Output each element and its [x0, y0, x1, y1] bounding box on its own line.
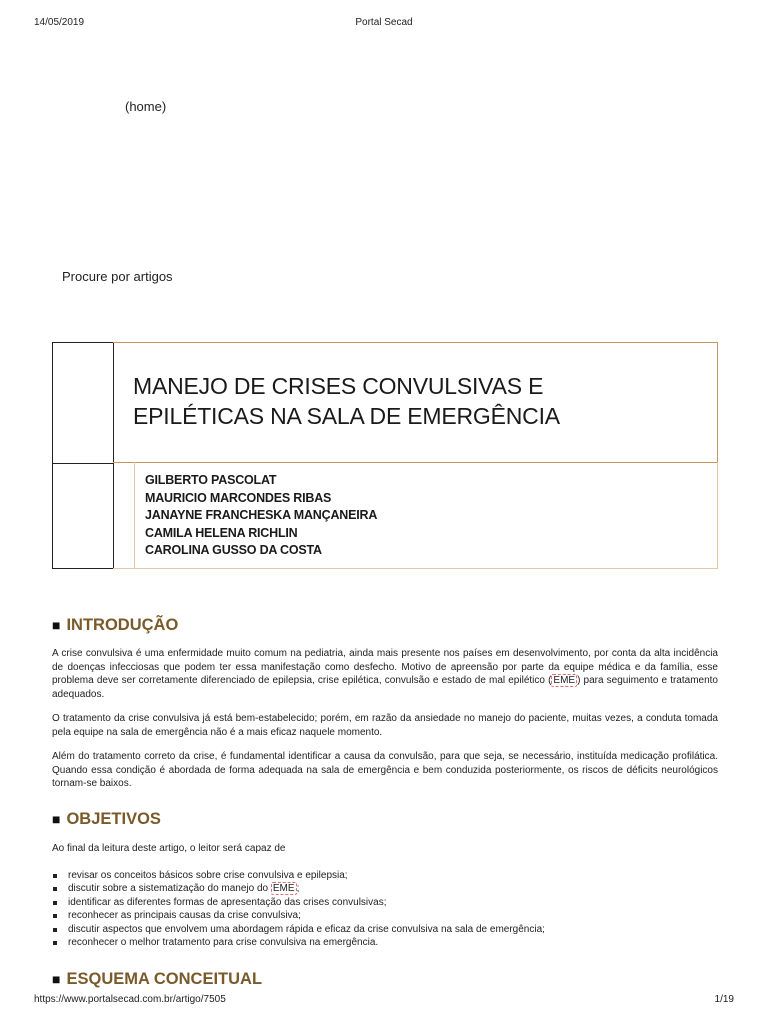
scheme-heading: ■ ESQUEMA CONCEITUAL [52, 970, 263, 988]
article-title-cell [113, 342, 718, 463]
square-bullet-icon: ■ [52, 811, 61, 827]
intro-paragraph-1: A crise convulsiva é uma enfermidade muito comum na pediatria, ainda mais presente nos países em desenvolvimento, por conta da alta incidência de doenças infecciosas que podem ter essa manifestação como desfecho. Motivo de apreensão por parte da equipe médica e da família, esse problema deve ser corretamente diferenciado de epilepsia, crise epilética, convulsão e estado de mal epilético ( EME ) para seguimento e tratamento adequados. [52, 648, 718, 700]
print-date: 14/05/2019 [34, 17, 85, 28]
article-title-line-1: MANEJO DE CRISES CONVULSIVAS E [133, 373, 544, 399]
objectives-heading: ■ OBJETIVOS [52, 810, 161, 828]
list-item: discutir sobre a sistematização do manejo do EME ; [52, 882, 718, 895]
article-title-box [52, 342, 718, 569]
list-item: reconhecer o melhor tratamento para crise convulsiva na emergência. [52, 936, 718, 949]
print-header [0, 17, 768, 31]
title-box-left-column [52, 342, 114, 569]
authors-cell [113, 462, 718, 569]
authors-list [145, 472, 377, 560]
intro-paragraph-3: Além do tratamento correto da crise, é fundamental identificar a causa da convulsão, para que seja, se necessário, instituída medicação profilática. Quando essa condição é abordada de forma adequada na sala de emergência e bem conduzida posteriormente, os riscos de déficits neurológicos tornam-se baixos. [52, 751, 718, 790]
intro-paragraph-2: O tratamento da crise convulsiva já está bem-estabelecido; porém, em razão da ansiedade no manejo do paciente, muitas vezes, a conduta tomada pela equipe na sala de emergência não é a mais eficaz naquele momento. [52, 713, 718, 738]
list-item: identificar as diferentes formas de apresentação das crises convulsivas; [52, 896, 718, 909]
square-bullet-icon: ■ [52, 617, 61, 633]
list-item: revisar os conceitos básicos sobre crise convulsiva e epilepsia; [52, 869, 718, 882]
objectives-intro: Ao final da leitura deste artigo, o leitor será capaz de [52, 843, 286, 854]
author: CAMILA HELENA RICHLIN [145, 525, 298, 540]
author: GILBERTO PASCOLAT [145, 473, 277, 487]
author: CAROLINA GUSSO DA COSTA [145, 543, 322, 558]
article-title [133, 371, 560, 431]
article-title-line-2: EPILÉTICAS NA SALA DE EMERGÊNCIA [133, 403, 560, 429]
square-bullet-icon: ■ [52, 971, 61, 987]
list-item: discutir aspectos que envolvem uma abordagem rápida e eficaz da crise convulsiva na sala de emergência; [52, 923, 718, 936]
author: JANAYNE FRANCHESKA MANÇANEIRA [145, 508, 378, 523]
page-number: 1/19 [714, 994, 734, 1005]
home-link[interactable]: (home) [125, 99, 167, 114]
author: MAURICIO MARCONDES RIBAS [145, 490, 332, 505]
list-item: reconhecer as principais causas da crise convulsiva; [52, 909, 718, 922]
intro-heading: ■ INTRODUÇÃO [52, 616, 179, 634]
page-url: https://www.portalsecad.com.br/artigo/7505 [34, 994, 226, 1005]
objectives-list [52, 869, 718, 949]
search-label[interactable]: Procure por artigos [62, 269, 173, 284]
abbreviation-eme[interactable]: EME [553, 675, 576, 687]
print-title: Portal Secad [355, 17, 413, 28]
abbreviation-eme[interactable]: EME [272, 883, 295, 895]
